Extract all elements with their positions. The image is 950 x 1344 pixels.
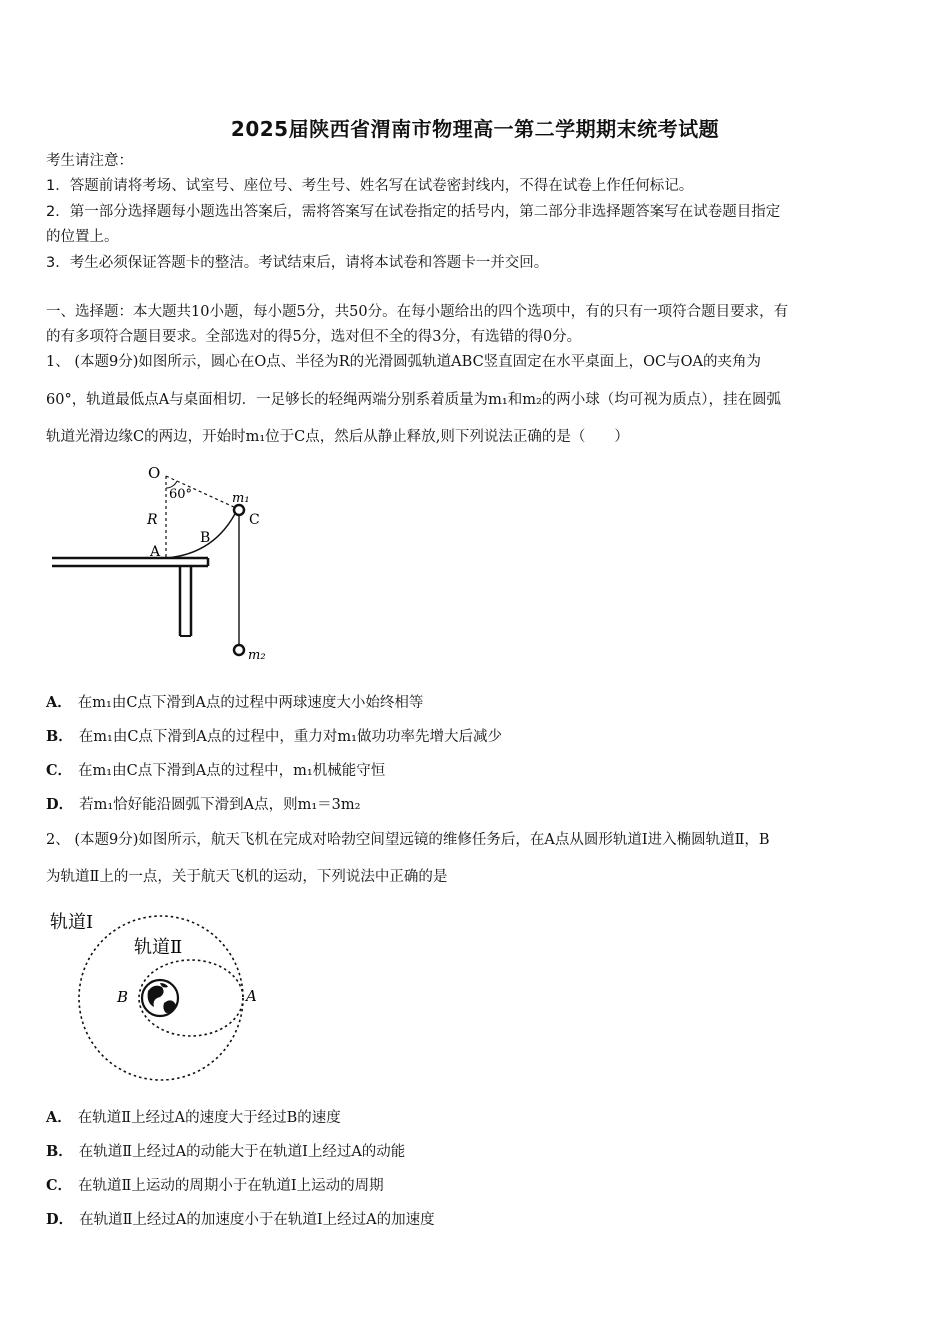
label-A: A [150, 544, 161, 560]
ball-m2 [234, 645, 244, 655]
notice-item-3: 3．考生必须保证答题卡的整洁。考试结束后，请将本试卷和答题卡一并交回。 [46, 255, 549, 271]
option-text: 在轨道Ⅱ上经过A的速度大于经过B的速度 [77, 1110, 341, 1126]
label-angle: 60° [169, 487, 193, 502]
option-key: D． [46, 796, 74, 813]
label-R: R [147, 512, 158, 528]
notice-item-2: 2．第一部分选择题每小题选出答案后，需将答案写在试卷指定的括号内，第二部分非选择题答案写在试卷题目指定 [46, 204, 781, 220]
q2-stem-line1: 2、 (本题9分)如图所示，航天飞机在完成对哈勃空间望远镜的维修任务后，在A点从圆形轨道Ⅰ进入椭圆轨道Ⅱ，B [46, 832, 770, 848]
q2-option-a [46, 1109, 341, 1127]
label-O: O [148, 464, 161, 482]
q1-option-d [46, 796, 360, 814]
q2-option-d [46, 1211, 435, 1229]
q2-stem-line2: 为轨道Ⅱ上的一点，关于航天飞机的运动，下列说法中正确的是 [46, 869, 448, 885]
option-key: D． [46, 1211, 74, 1228]
q2-option-b [46, 1143, 405, 1161]
option-text: 在轨道Ⅱ上经过A的加速度小于在轨道Ⅰ上经过A的加速度 [79, 1212, 435, 1228]
label-A: A [246, 987, 257, 1005]
label-orbit-1: 轨道Ⅰ [50, 912, 94, 933]
label-B: B [200, 530, 211, 546]
option-text: 在m₁由C点下滑到A点的过程中两球速度大小始终相等 [77, 695, 424, 711]
q1-stem-line1: 1、 (本题9分)如图所示，圆心在O点、半径为R的光滑圆弧轨道ABC竖直固定在水平桌面上，OC与OA的夹角为 [46, 354, 762, 370]
option-key: B． [46, 728, 73, 745]
q2-figure [46, 905, 286, 1090]
q1-figure [50, 458, 280, 673]
option-key: A． [46, 694, 72, 711]
notice-item-1: 1．答题前请将考场、试室号、座位号、考生号、姓名写在试卷密封线内，不得在试卷上作任何标记。 [46, 178, 694, 194]
option-text: 若m₁恰好能沿圆弧下滑到A点，则m₁＝3m₂ [79, 797, 361, 813]
label-orbit-2: 轨道Ⅱ [134, 937, 183, 958]
notice-heading: 考生请注意： [46, 153, 133, 169]
option-key: C． [46, 1177, 73, 1194]
section-instructions-line1: 一、选择题：本大题共10小题，每小题5分，共50分。在每小题给出的四个选项中，有的只有一项符合题目要求，有 [46, 304, 789, 320]
page-title: 2025届陕西省渭南市物理高一第二学期期末统考试题 [230, 117, 720, 141]
q1-stem-line3: 轨道光滑边缘C的两边，开始时m₁位于C点，然后从静止释放,则下列说法正确的是（ ） [46, 429, 629, 445]
option-key: B． [46, 1143, 73, 1160]
q1-option-a [46, 694, 423, 712]
option-text: 在轨道Ⅱ上经过A的动能大于在轨道Ⅰ上经过A的动能 [78, 1144, 406, 1160]
ball-m1 [234, 505, 244, 515]
q1-option-b [46, 728, 502, 746]
q2-option-c [46, 1177, 384, 1195]
option-key: C． [46, 762, 73, 779]
option-text: 在m₁由C点下滑到A点的过程中，m₁机械能守恒 [78, 763, 386, 779]
option-text: 在轨道Ⅱ上运动的周期小于在轨道Ⅰ上运动的周期 [78, 1178, 384, 1194]
q1-stem-line2: 60°，轨道最低点A与桌面相切．一足够长的轻绳两端分别系着质量为m₁和m₂的两小球（均可视为质点），挂在圆弧 [46, 392, 782, 408]
notice-item-2-cont: 的位置上。 [46, 229, 119, 245]
option-key: A． [46, 1109, 72, 1126]
option-text: 在m₁由C点下滑到A点的过程中，重力对m₁做功功率先增大后减少 [78, 729, 502, 745]
section-instructions-line2: 的有多项符合题目要求。全部选对的得5分，选对但不全的得3分，有选错的得0分。 [46, 329, 582, 345]
q1-option-c [46, 762, 385, 780]
label-m2: m₂ [248, 648, 266, 663]
label-C: C [249, 512, 260, 528]
label-B: B [117, 988, 129, 1006]
label-m1: m₁ [232, 491, 250, 506]
